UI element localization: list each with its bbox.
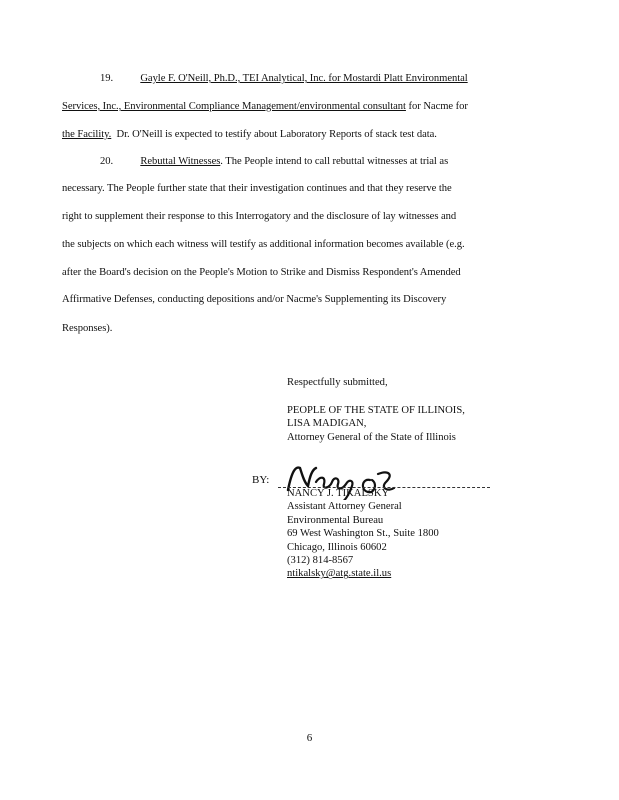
para-19-witness-name: Gayle F. O'Neill, Ph.D., TEI Analytical, Inc. for Mostardi Platt Environmental — [140, 73, 468, 84]
party-line-2: LISA MADIGAN, — [287, 418, 367, 430]
para-19-number: 19. — [100, 73, 114, 84]
party-line-3: Attorney General of the State of Illinois — [287, 431, 456, 443]
para-20-line-5: after the Board's decision on the People's Motion to Strike and Dismiss Respondent's Amended — [62, 267, 461, 278]
para-20-line-2: necessary. The People further state that their investigation continues and that they reserve the — [62, 183, 452, 194]
para-19-facility: the Facility. — [62, 129, 112, 140]
signer-address-2: Chicago, Illinois 60602 — [287, 541, 387, 553]
para-20-line-6: Affirmative Defenses, conducting depositions and/or Nacme's Supplementing its Discovery — [62, 294, 447, 305]
signer-title: Assistant Attorney General — [287, 501, 402, 513]
para-19-line-2: Services, Inc., Environmental Compliance Management/environmental consultant for Nacme for — [62, 101, 468, 112]
by-label: BY: — [252, 474, 270, 486]
signer-email-link[interactable]: ntikalsky@atg.state.il.us — [287, 568, 392, 580]
para-20-heading: Rebuttal Witnesses — [140, 156, 221, 167]
para-19-line-1 — [100, 73, 468, 84]
signer-bureau: Environmental Bureau — [287, 514, 384, 526]
para-20-line-1: 20. Rebuttal Witnesses. The People intend to call rebuttal witnesses at trial as — [100, 156, 449, 167]
signer-phone: (312) 814-8567 — [287, 555, 354, 567]
party-block — [287, 404, 465, 444]
para-20-line-7: Responses). — [62, 323, 113, 334]
para-20-line-3: right to supplement their response to this Interrogatory and the disclosure of lay witnesses and — [62, 211, 457, 222]
signer-name: NANCY J. TIKALSKY — [287, 488, 390, 499]
closing: Respectfully submitted, — [287, 377, 388, 388]
page-number: 6 — [306, 732, 313, 744]
party-line-1: PEOPLE OF THE STATE OF ILLINOIS, — [287, 405, 465, 416]
signer-block — [287, 487, 439, 581]
para-20-number: 20. — [100, 156, 114, 167]
para-19-line-3: the Facility. Dr. O'Neill is expected to testify about Laboratory Reports of stack test data. — [62, 129, 437, 140]
para-20-line-4: the subjects on which each witness will testify as additional information becomes available (e.g. — [62, 239, 465, 250]
para-19-witness-employer: Services, Inc., Environmental Compliance Management/environmental consultant — [62, 101, 406, 112]
signer-address-1: 69 West Washington St., Suite 1800 — [287, 528, 439, 540]
